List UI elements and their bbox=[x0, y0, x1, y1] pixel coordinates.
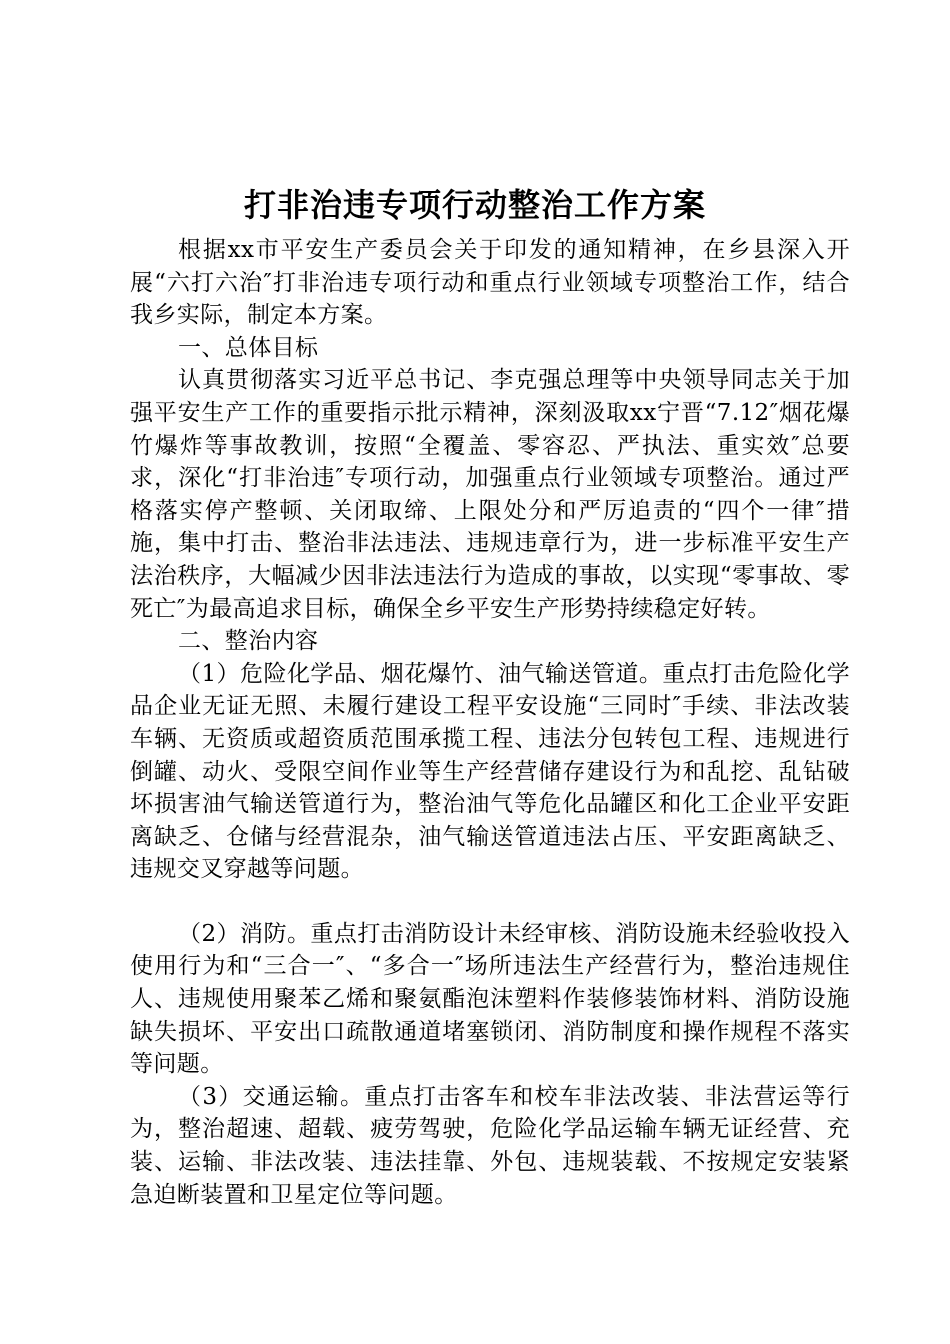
item-3-transportation-paragraph: （3）交通运输。重点打击客车和校车非法改装、非法营运等行为，整治超速、超载、疲劳驾驶，危险化学品运输车辆无证经营、充装、运输、非法改装、违法挂靠、外包、违规装载、不按规定安装紧急迫断装置和卫星定位等问题。 bbox=[130, 1083, 850, 1208]
document-title: 打非治违专项行动整治工作方案 bbox=[243, 186, 706, 224]
intro-paragraph: 根据xx市平安生产委员会关于印发的通知精神，在乡县深入开展“六打六治″打非治违专项行动和重点行业领域专项整治工作，结合我乡实际，制定本方案。 bbox=[130, 237, 850, 329]
overall-goal-paragraph: 认真贯彻落实习近平总书记、李克强总理等中央领导同志关于加强平安生产工作的重要指示批示精神，深刻汲取xx宁晋“7.12″烟花爆竹爆炸等事故教训，按照“全覆盖、零容忍、严执法、重实效″总要求，深化“打非治违″专项行动，加强重点行业领域专项整治。通过严格落实停产整顿、关闭取缔、上限处分和严厉追责的“四个一律″措施，集中打击、整治非法违法、违规违章行为，进一步标准平安生产法治秩序，大幅减少因非法违法行为造成的事故，以实现“零事故、零死亡″为最高追求目标，确保全乡平安生产形势持续稳定好转。 bbox=[130, 367, 850, 622]
item-2-fire-protection-paragraph: （2）消防。重点打击消防设计未经审核、消防设施未经验收投入使用行为和“三合一″、“多合一″场所违法生产经营行为，整治违规住人、违规使用聚苯乙烯和聚氨酯泡沫塑料作装修装饰材料、消防设施缺失损坏、平安出口疏散通道堵塞锁闭、消防制度和操作规程不落实等问题。 bbox=[130, 920, 850, 1078]
section-heading-rectification-content: 二、整治内容 bbox=[178, 628, 319, 655]
section-heading-overall-goal: 一、总体目标 bbox=[178, 334, 319, 361]
item-1-hazardous-chemicals-paragraph: （1）危险化学品、烟花爆竹、油气输送管道。重点打击危险化学品企业无证无照、未履行建设工程平安设施“三同时″手续、非法改装车辆、无资质或超资质范围承揽工程、违法分包转包工程、违规进行倒罐、动火、受限空间作业等生产经营储存建设行为和乱挖、乱钻破坏损害油气输送管道行为，整治油气等危化品罐区和化工企业平安距离缺乏、仓储与经营混杂，油气输送管道违法占压、平安距离缺乏、违规交叉穿越等问题。 bbox=[130, 660, 850, 883]
document-body bbox=[130, 234, 850, 1211]
